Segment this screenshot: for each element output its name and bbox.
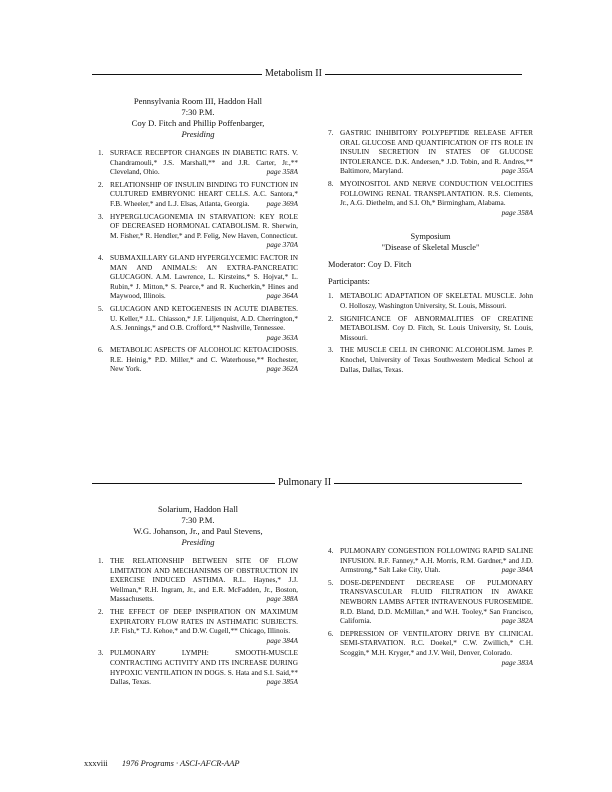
abstract-number: 6. [328,628,334,638]
abstract-number: 5. [328,577,334,587]
page-footer [84,759,240,768]
participant-number: 2. [328,313,334,323]
participant-number: 1. [328,291,334,301]
abstract-list [328,546,533,667]
abstract-number: 7. [328,128,334,137]
section-title: Pulmonary II [275,477,334,489]
abstract-item [328,128,533,176]
participant-text: METABOLIC ADAPTATION OF SKELETAL MUSCLE. John O. Holloszy, Washington University, St. Louis, Missouri. [340,291,533,310]
abstract-text: PULMONARY CONGESTION FOLLOWING RAPID SALINE INFUSION. R.F. Fanney,* A.H. Morris, R.M. Gardner,* and J.D. Armstrong,* Salt Lake City, Utah. [340,546,533,575]
abstract-page: page 358A [501,207,533,217]
abstract-page: page 358A [266,167,298,177]
abstract-page: page 364A [266,291,298,301]
session-room: Pennsylvania Room III, Haddon Hall [133,96,263,106]
metabolism-right-column [328,128,533,377]
abstract-number: 2. [98,179,104,189]
participant-item [328,345,533,374]
session-presiding: Presiding [181,129,215,139]
abstract-number: 3. [98,648,104,658]
session-time: 7:30 P.M. [181,515,215,525]
abstract-text: PULMONARY LYMPH: SMOOTH-MUSCLE CONTRACTING ACTIVITY AND ITS INCREASE DURING HYPOXIC VENTILATION IN DOGS. S. Hata and S.I. Said,** Dallas, Texas. [110,648,298,687]
abstract-item [98,180,298,209]
participant-number: 3. [328,345,334,355]
abstract-list [98,148,298,374]
abstract-page: page 382A [501,616,533,626]
abstract-page: page 384A [501,565,533,575]
participant-item [328,314,533,343]
abstract-number: 3. [98,211,104,221]
page-number: xxxviii [84,759,108,768]
session-room: Solarium, Haddon Hall [158,504,238,514]
abstract-number: 4. [98,252,104,262]
abstract-list [98,556,298,687]
symposium-title: "Disease of Skeletal Muscle" [381,243,480,253]
participant-item [328,291,533,310]
symposium-label: Symposium [410,232,451,242]
abstract-item [98,304,298,342]
abstract-text: GLUCAGON AND KETOGENESIS IN ACUTE DIABETES. U. Keller,* J.L. Chiasson,* J.F. Liljenquist, A.D. Cherrington,* A.S. Jennings,* and O.B. Crofford,** Nashville, Tennessee. [110,303,298,333]
abstract-text: THE RELATIONSHIP BETWEEN SITE OF FLOW LIMITATION AND MECHANISMS OF OBSTRUCTION IN EXERCISE INDUCED ASTHMA. R.L. Haynes,* J.J. Wellman,* R.H. Ingram, Jr., and E.R. McFadden, Jr., Boston, Massachusetts. [110,556,298,604]
abstract-number: 2. [98,606,104,616]
abstract-text: THE EFFECT OF DEEP INSPIRATION ON MAXIMUM EXPIRATORY FLOW RATES IN ASTHMATIC SUBJECTS. J.P. Fish,* T.J. Kehoe,* and D.W. Cugell,** Chicago, Illinois. [110,606,298,636]
session-time: 7:30 P.M. [181,107,215,117]
metabolism-left-column [98,96,298,377]
pulmonary-section-header [92,477,522,489]
abstract-page: page 369A [266,198,298,208]
participant-text: SIGNIFICANCE OF ABNORMALITIES OF CREATINE METABOLISM. Coy D. Fitch, St. Louis University, St. Louis, Missouri. [340,313,533,342]
abstract-text: DOSE-DEPENDENT DECREASE OF PULMONARY TRANSVASCULAR FLUID FILTRATION IN AWAKE NEWBORN LAMBS AFTER INTRAVENOUS FUROSEMIDE. R.D. Bland, D.D. McMillan,* and W.H. Tooley,* San Francisco, California. [340,577,533,626]
abstract-number: 6. [98,345,104,355]
abstract-page: page 363A [266,332,298,342]
abstract-number: 1. [98,148,104,157]
symposium-heading [328,231,533,253]
abstract-item [328,629,533,667]
abstract-item [98,648,298,686]
abstract-text: RELATIONSHIP OF INSULIN BINDING TO FUNCTION IN CULTURED EMBRYONIC HEART CELLS. A.C. Santora,* F.B. Wheeler,* and L.J. Elsas, Atlanta, Georgia. [110,179,298,208]
abstract-page: page 385A [266,677,298,687]
abstract-item [98,607,298,645]
metabolism-section-header [92,68,522,80]
session-info [98,96,298,140]
abstract-text: METABOLIC ASPECTS OF ALCOHOLIC KETOACIDOSIS. R.E. Heinig,* P.D. Miller,* and C. Waterhouse,** Rochester, New York. [110,345,298,374]
pulmonary-left-column [98,504,298,690]
abstract-item [98,556,298,604]
symposium-moderator: Moderator: Coy D. Fitch [328,260,412,270]
footer-text: 1976 Programs · ASCI-AFCR-AAP [121,759,240,768]
abstract-item [98,212,298,250]
session-info [98,504,298,548]
abstract-number: 1. [98,556,104,565]
abstract-item [328,578,533,626]
participants-label: Participants: [328,277,370,287]
abstract-page: page 388A [266,594,298,604]
abstract-page: page 384A [266,635,298,645]
abstract-text: MYOINOSITOL AND NERVE CONDUCTION VELOCITIES FOLLOWING RENAL TRANSPLANTATION. R.S. Clements, Jr., A.G. Diethelm, and S.I. Oh,* Birmingham, Alabama. [340,178,533,208]
abstract-item [328,179,533,217]
abstract-page: page 383A [501,657,533,667]
abstract-list [328,128,533,217]
abstract-number: 4. [328,546,334,555]
participant-text: THE MUSCLE CELL IN CHRONIC ALCOHOLISM. James P. Knochel, University of Texas Southwestern Medical School at Dallas, Dallas, Texas. [340,345,533,374]
section-title: Metabolism II [262,68,325,80]
abstract-page: page 362A [266,364,298,374]
session-presiding: Presiding [181,537,215,547]
session-chairs: Coy D. Fitch and Phillip Poffenbarger, [131,118,265,128]
participant-list [328,291,533,374]
abstract-number: 5. [98,303,104,313]
abstract-item [328,546,533,575]
abstract-number: 8. [328,178,334,188]
abstract-text: DEPRESSION OF VENTILATORY DRIVE BY CLINICAL SEMI-STARVATION. R.C. Doekel,* C.W. Zwillich,* C.H. Scoggin,* M.H. Kryger,* and J.V. Weil, Denver, Colorado. [340,628,533,657]
abstract-text: SURFACE RECEPTOR CHANGES IN DIABETIC RATS. V. Chandramouli,* J.S. Marshall,** and J.R. Carter, Jr.,** Cleveland, Ohio. [110,148,298,177]
abstract-item [98,345,298,374]
abstract-text: HYPERGLUCAGONEMIA IN STARVATION: KEY ROLE OF DECREASED HORMONAL CATABOLISM. R. Sherwin, M. Fisher,* R. Hendler,* and P. Felig, New Haven, Connecticut. [110,211,298,240]
abstract-page: page 370A [266,240,298,250]
abstract-page: page 355A [501,166,533,176]
abstract-text: GASTRIC INHIBITORY POLYPEPTIDE RELEASE AFTER ORAL GLUCOSE AND QUANTIFICATION OF ITS ROLE IN INSULIN SECRETION IN STATES OF GLUCOSE INTOLERANCE. D.K. Andersen,* J.D. Tobin, and R. Andres,** Baltimore, Maryland. [340,128,533,176]
session-chairs: W.G. Johanson, Jr., and Paul Stevens, [133,526,263,536]
abstract-item [98,253,298,301]
pulmonary-right-column [328,546,533,670]
abstract-text: SUBMAXILLARY GLAND HYPERGLYCEMIC FACTOR IN MAN AND ANIMALS: AN EXTRA-PANCREATIC GLUCAGON. A.M. Lawrence, L. Kirsteins,* S. Hojvat,* L. Rubin,* J. Mitton,* S. Pearce,* and R. Kucherkin,* Hines and Maywood, Illinois. [110,252,298,301]
abstract-item [98,148,298,177]
